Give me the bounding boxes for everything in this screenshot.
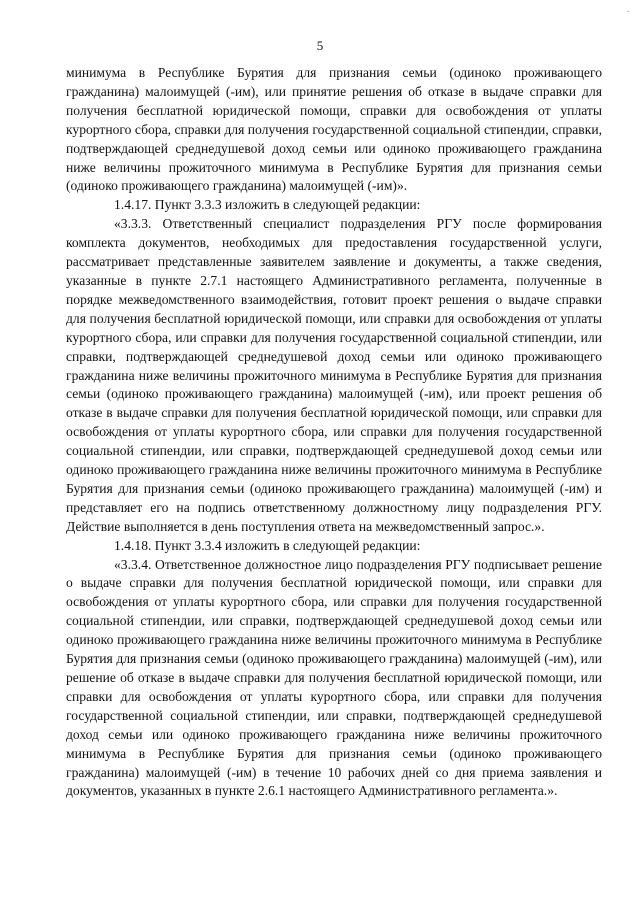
paragraph-clause-3-3-4: «3.3.4. Ответственное должностное лицо подразделения РГУ подписывает решение о выдаче справки для получения бесплатной юридической помощи, или справки для освобождения от уплаты курортного сбора, или справки для получения государственной социальной стипендии, или справки, подтверждающей среднедушевой доход семьи или одиноко проживающего гражданина ниже величины прожиточного минимума в Республике Бурятия для признания семьи (одиноко проживающего гражданина) малоимущей (-им), или решение об отказе в выдаче справки для получения бесплатной юридической помощи, или справки для освобождения от уплаты курортного сбора, или справки для получения государственной социальной стипендии, или справки, подтверждающей среднедушевой доход семьи или одиноко проживающего гражданина ниже величины прожиточного минимума в Республике Бурятия для признания семьи (одиноко проживающего гражданина) малоимущей (-им) в течение 10 рабочих дней со дня приема заявления и документов, указанных в пункте 2.6.1 настоящего Административного регламента.».: [66, 556, 602, 799]
scan-corner-mark: ·: [626, 6, 630, 18]
paragraph-item-1-4-17: 1.4.17. Пункт 3.3.3 изложить в следующей редакции:: [114, 197, 421, 213]
paragraph-item-1-4-18: 1.4.18. Пункт 3.3.4 изложить в следующей редакции:: [114, 537, 421, 553]
paragraph-continuation: минимума в Республике Бурятия для признания семьи (одиноко проживающего гражданина) малоимущей (-им), или принятие решения об отказе в выдаче справки для получения бесплатной юридической помощи, справки для освобождения от уплаты курортного сбора, справки для получения государственной социальной стипендии, справки, подтверждающей среднедушевой доход семьи или одиноко проживающего гражданина ниже величины прожиточного минимума в Республике Бурятия для признания семьи (одиноко проживающего гражданина) малоимущей (-им)».: [66, 65, 602, 194]
page-number: 5: [316, 38, 324, 53]
paragraph-clause-3-3-3: «3.3.3. Ответственный специалист подразделения РГУ после формирования комплекта документов, необходимых для предоставления государственной услуги, рассматривает представленные заявителем заявление и документы, а также сведения, указанные в пункте 2.7.1 настоящего Административного регламента, полученные в порядке межведомственного взаимодействия, готовит проект решения о выдаче справки для получения бесплатной юридической помощи, или справки для освобождения от уплаты курортного сбора, или справки для получения государственной социальной стипендии, или справки, подтверждающей среднедушевой доход семьи или одиноко проживающего гражданина ниже величины прожиточного минимума в Республике Бурятия для признания семьи (одиноко проживающего гражданина) малоимущей (-им), или проект решения об отказе в выдаче справки для получения бесплатной юридической помощи, или справки для освобождения от уплаты курортного сбора, или справки для получения государственной социальной стипендии, или справки, подтверждающей среднедушевой доход семьи или одиноко проживающего гражданина ниже величины прожиточного минимума в Республике Бурятия для признания семьи (одиноко проживающего гражданина) малоимущей (-им) и представляет его на подпись ответственному должностному лицу подразделения РГУ. Действие выполняется в день поступления ответа на межведомственный запрос.».: [66, 216, 602, 534]
document-body: [66, 64, 602, 801]
